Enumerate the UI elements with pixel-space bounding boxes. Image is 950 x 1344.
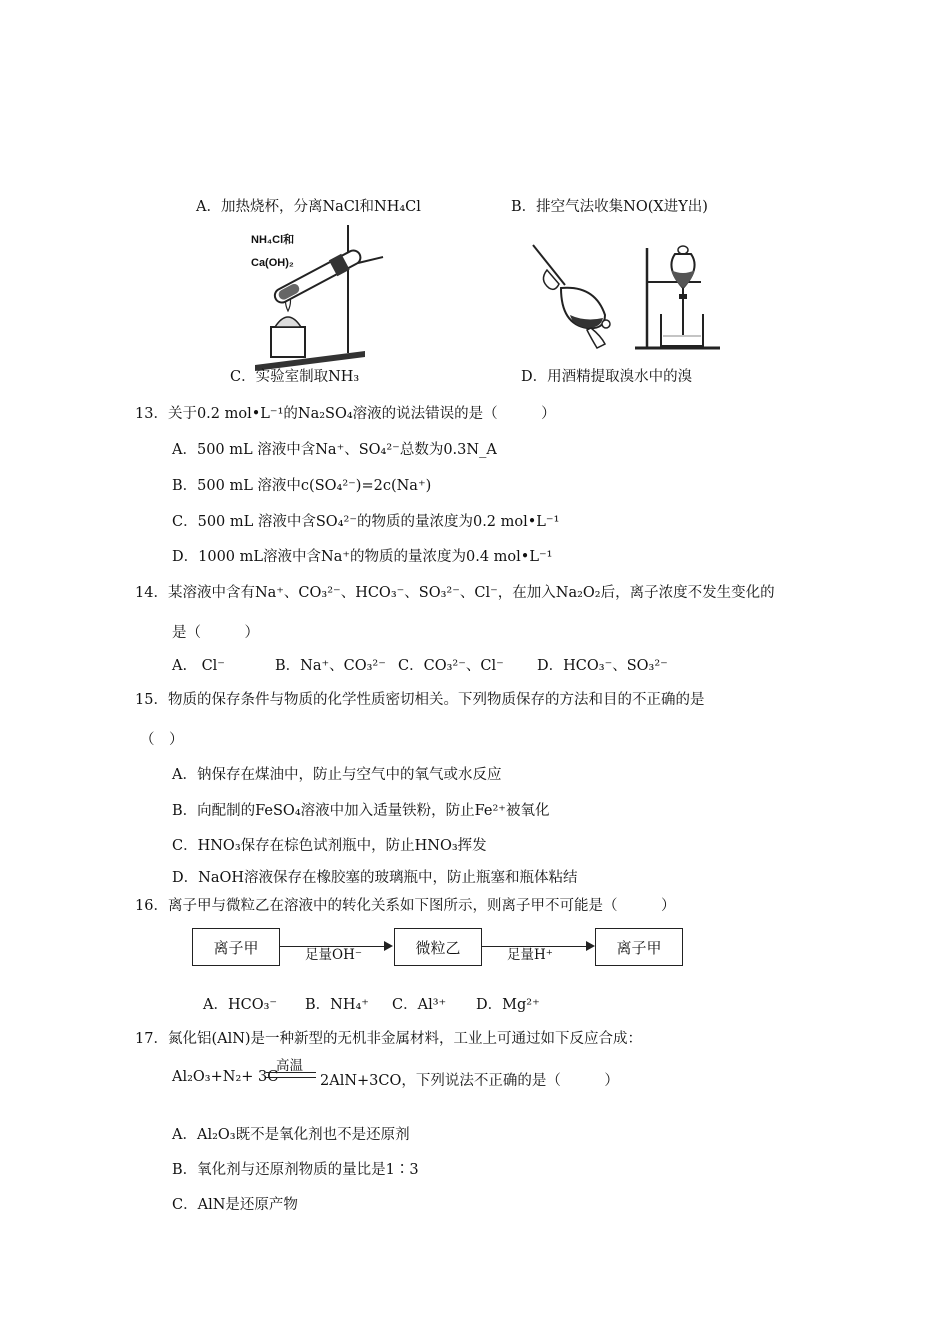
figure-c-apparatus [245, 225, 395, 375]
q16-arrow-2-label: 足量H⁺ [507, 947, 553, 963]
q14-stem-line1: 14．某溶液中含有Na⁺、CO₃²⁻、HCO₃⁻、SO₃²⁻、Cl⁻，在加入Na₂O₂后，离子浓度不发生变化的 [135, 585, 775, 601]
q14-option-a: A. Cl⁻ [172, 658, 225, 674]
q15-option-d: D．NaOH溶液保存在橡胶塞的玻璃瓶中，防止瓶塞和瓶体粘结 [172, 870, 578, 886]
q17-equation-right: 2AlN+3CO，下列说法不正确的是（ ） [320, 1073, 619, 1089]
q13-stem: 13．关于0.2 mol•L⁻¹的Na₂SO₄溶液的说法错误的是（ ） [135, 406, 556, 422]
q12-option-b: B．排空气法收集NO(X进Y出) [511, 199, 708, 215]
q14-option-c: C．CO₃²⁻、Cl⁻ [398, 658, 504, 674]
q14-stem-line2: 是（ ） [172, 625, 259, 641]
q17-stem: 17．氮化铝(AlN)是一种新型的无机非金属材料，工业上可通过如下反应合成： [135, 1031, 643, 1047]
q16-box-ion-jia-end: 离子甲 [595, 928, 683, 966]
q15-option-c: C．HNO₃保存在棕色试剂瓶中，防止HNO₃挥发 [172, 838, 487, 854]
q14-option-d: D．HCO₃⁻、SO₃²⁻ [537, 658, 668, 674]
q12-option-a: A．加热烧杯，分离NaCl和NH₄Cl [196, 199, 421, 215]
q15-stem-line2: （ ） [140, 732, 184, 748]
figure-c-drawing [245, 225, 395, 375]
q17-equation-left: Al₂O₃+N₂+ 3C [172, 1069, 279, 1085]
q12-option-d: D．用酒精提取溴水中的溴 [521, 369, 693, 385]
q16-box-particle-yi: 微粒乙 [394, 928, 482, 966]
figure-d-drawing [525, 240, 725, 355]
q16-box-ion-jia-start: 离子甲 [192, 928, 280, 966]
q13-option-d: D．1000 mL溶液中含Na⁺的物质的量浓度为0.4 mol•L⁻¹ [172, 549, 553, 565]
q14-option-b: B．Na⁺、CO₃²⁻ [275, 658, 386, 674]
q17-equation-sign [266, 1072, 316, 1078]
figure-c-label-1: NH₄Cl和 [251, 234, 295, 246]
q15-option-b: B．向配制的FeSO₄溶液中加入适量铁粉，防止Fe²⁺被氧化 [172, 803, 550, 819]
q12-option-c: C．实验室制取NH₃ [230, 369, 360, 385]
q17-option-c: C．AlN是还原产物 [172, 1197, 298, 1213]
q16-stem: 16．离子甲与微粒乙在溶液中的转化关系如下图所示，则离子甲不可能是（ ） [135, 898, 676, 914]
q13-option-b: B．500 mL 溶液中c(SO₄²⁻)=2c(Na⁺) [172, 478, 432, 494]
q13-option-c: C．500 mL 溶液中含SO₄²⁻的物质的量浓度为0.2 mol•L⁻¹ [172, 514, 560, 530]
figure-d-apparatus [525, 240, 725, 355]
figure-c-label-2: Ca(OH)₂ [251, 257, 294, 269]
q15-option-a: A．钠保存在煤油中，防止与空气中的氧气或水反应 [172, 767, 502, 783]
q17-option-b: B．氧化剂与还原剂物质的量比是1∶3 [172, 1162, 419, 1178]
q17-equation-condition: 高温 [276, 1058, 303, 1074]
q16-option-a: A．HCO₃⁻ [203, 997, 278, 1013]
q16-option-b: B．NH₄⁺ [305, 997, 369, 1013]
q13-option-a: A．500 mL 溶液中含Na⁺、SO₄²⁻总数为0.3N_A [172, 442, 497, 458]
q15-stem-line1: 15．物质的保存条件与物质的化学性质密切相关。下列物质保存的方法和目的不正确的是 [135, 692, 705, 708]
q16-arrow-1-label: 足量OH⁻ [305, 947, 362, 963]
q16-option-d: D．Mg²⁺ [476, 997, 540, 1013]
q17-option-a: A．Al₂O₃既不是氧化剂也不是还原剂 [172, 1127, 410, 1143]
q16-option-c: C．Al³⁺ [392, 997, 447, 1013]
